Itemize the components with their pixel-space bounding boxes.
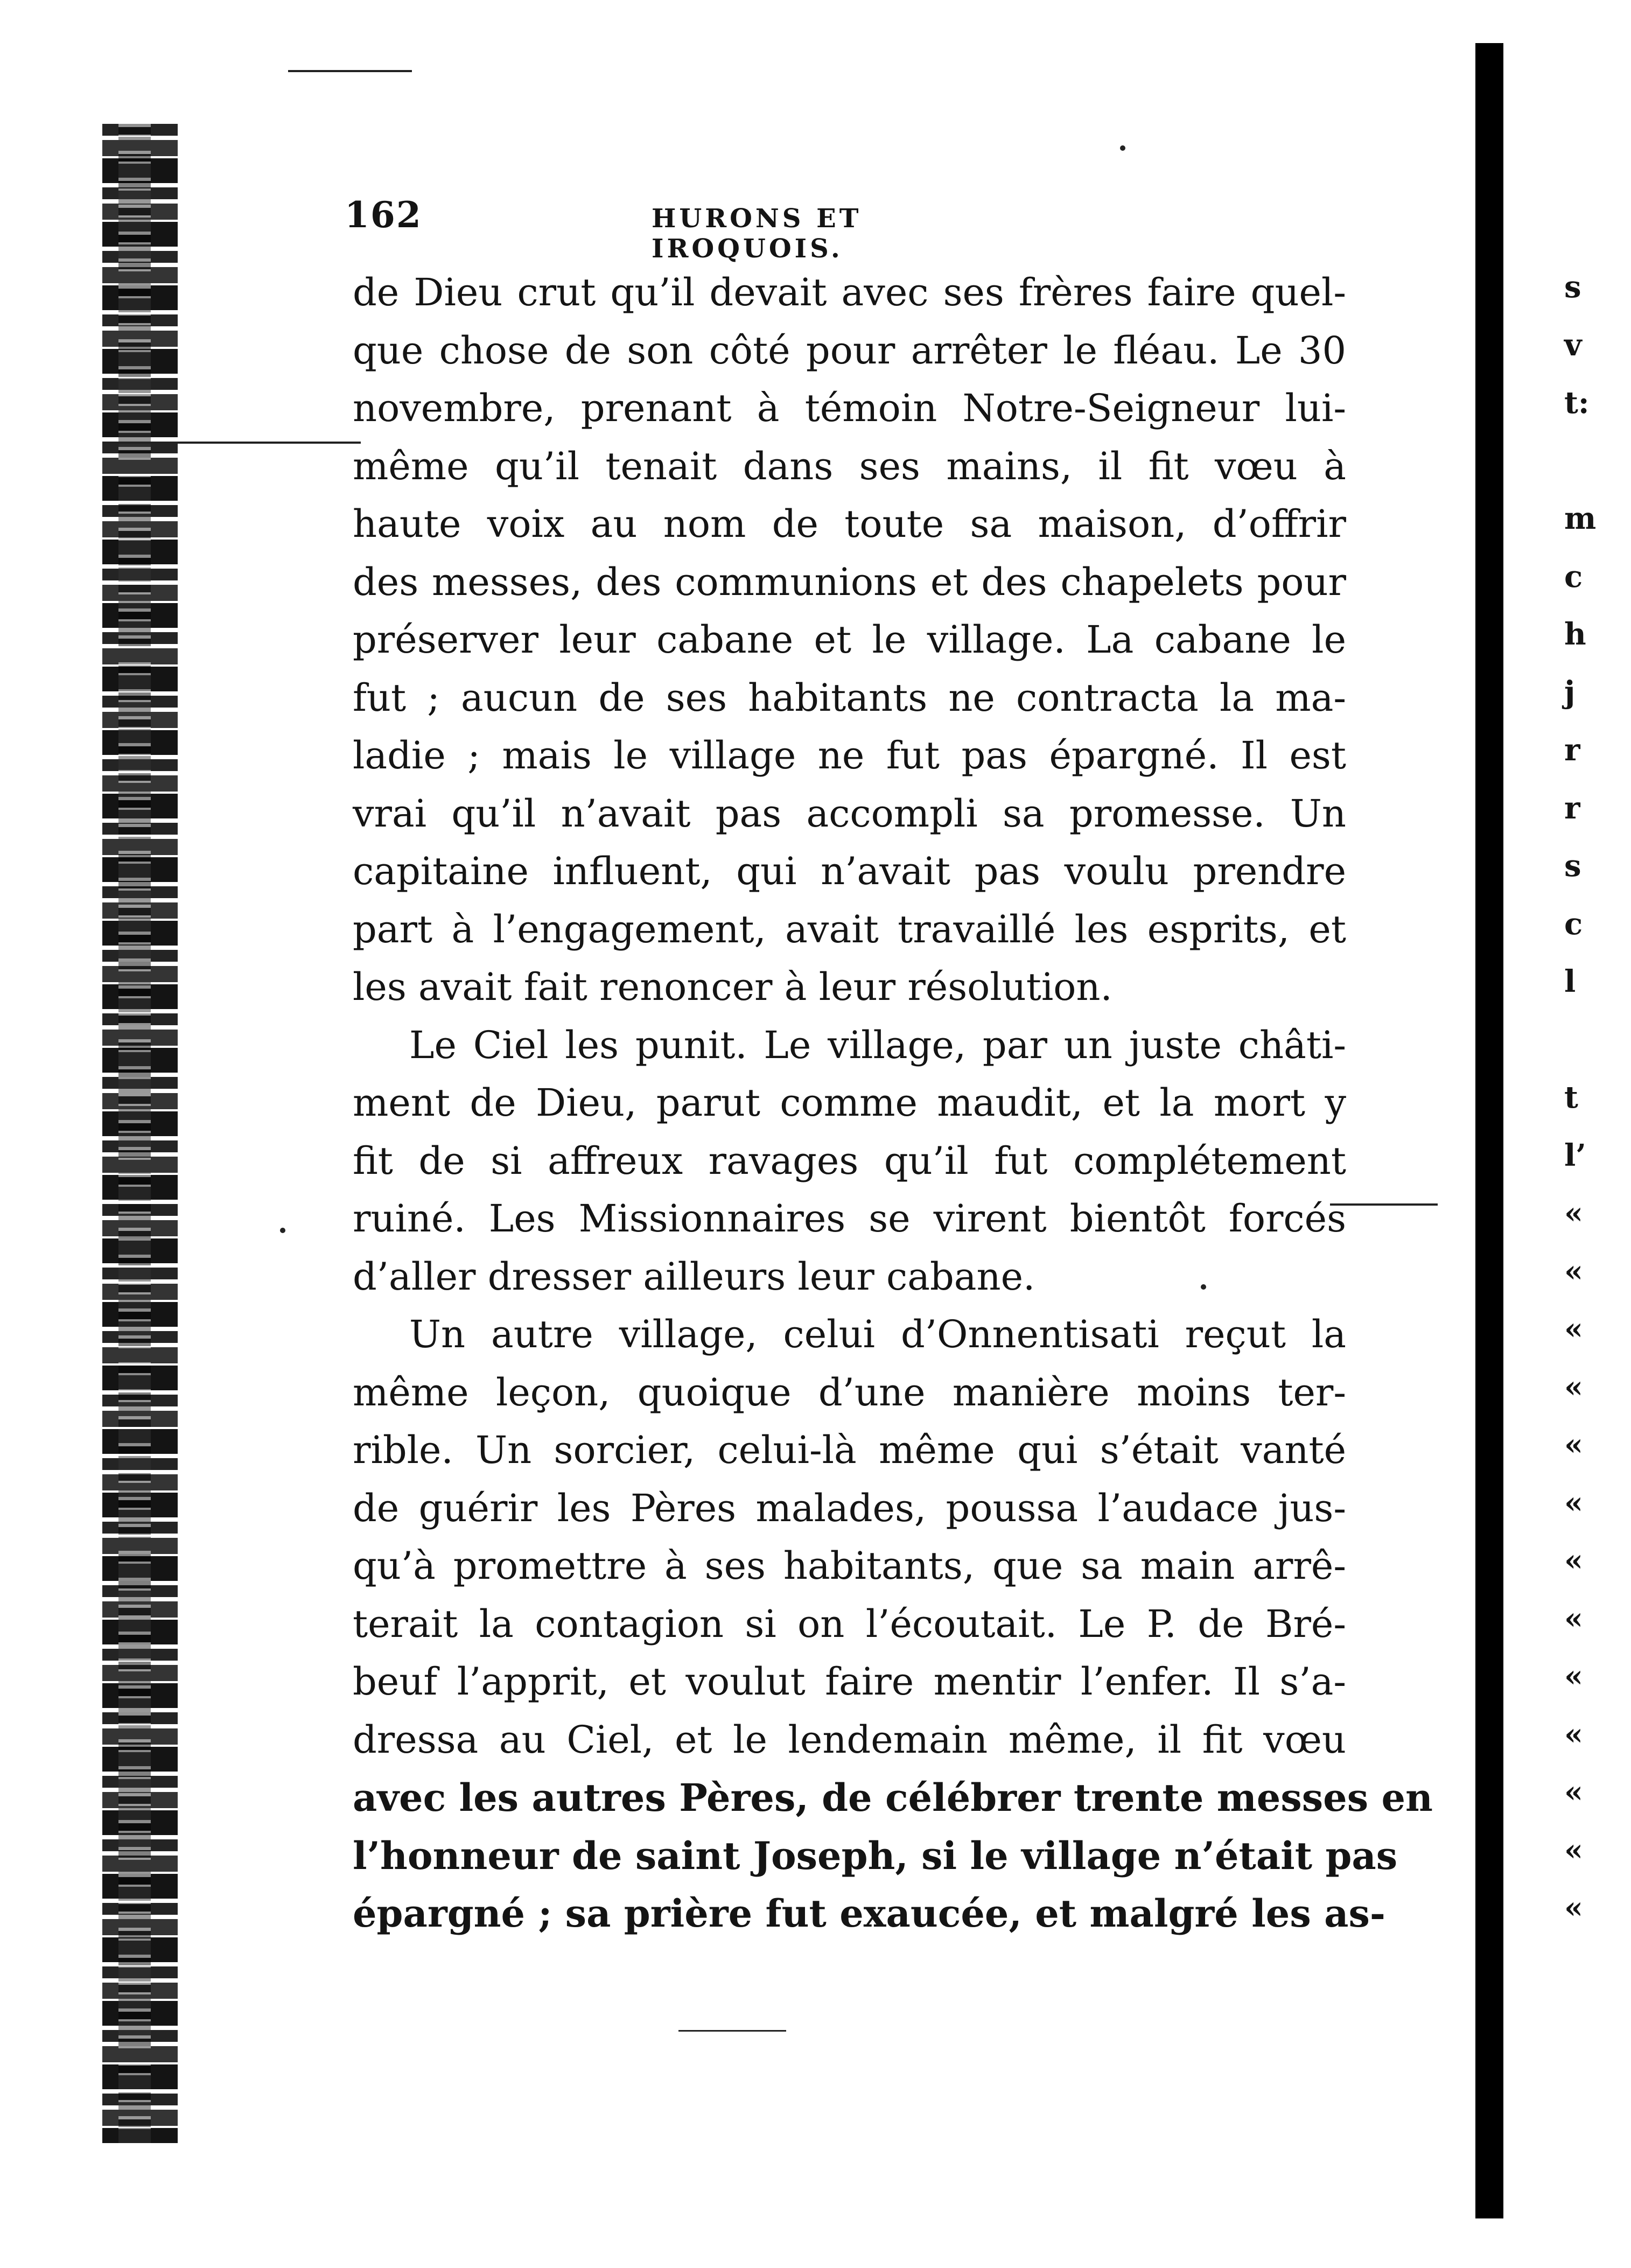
text-line: novembre, prenant à témoin Notre-Seigneur lui- [353,386,1346,430]
text-line: que chose de son côté pour arrêter le fléau. Le 30 [353,328,1346,373]
text-line: capitaine influent, qui n’avait pas voulu prendre [353,849,1346,893]
margin-fragment [1564,1011,1623,1069]
margin-fragment: « [1564,1832,1583,1868]
margin-fragment: s [1564,269,1581,305]
margin-fragment: t: [1564,385,1590,421]
margin-fragment: c [1564,558,1583,594]
facing-page-fragment [1564,258,1623,1937]
margin-fragment: l [1564,964,1576,999]
text-line: ment de Dieu, parut comme maudit, et la mort y [353,1081,1346,1125]
running-head [345,194,1050,264]
margin-fragment: « [1564,1716,1583,1752]
text-line: ladie ; mais le village ne fut pas épargné. Il est [353,733,1346,778]
text-line: de Dieu crut qu’il devait avec ses frères faire quel- [353,270,1346,314]
text-line: des messes, des communions et des chapelets pour [353,559,1346,604]
scan-speck [1120,145,1125,151]
running-title: HURONS ET IROQUOIS. [652,204,862,264]
margin-fragment: l’ [1564,1137,1586,1173]
text-line: préserver leur cabane et le village. La cabane le [353,618,1346,662]
text-line: avec les autres Pères, de célébrer trente messes en [353,1775,1433,1820]
margin-fragment: r [1564,790,1580,826]
scan-rule-top [288,70,412,72]
margin-fragment: h [1564,617,1586,652]
text-line: les avait fait renoncer à leur résolution. [353,965,1112,1009]
text-line: fit de si affreux ravages qu’il fut complétement [353,1138,1346,1183]
margin-fragment: « [1564,1369,1583,1405]
margin-fragment: « [1564,1774,1583,1810]
text-line: épargné ; sa prière fut exaucée, et malgré les as- [353,1891,1385,1936]
text-line: vrai qu’il n’avait pas accompli sa promesse. Un [353,791,1346,836]
text-line: fut ; aucun de ses habitants ne contracta la ma- [353,675,1346,720]
margin-fragment [1564,432,1623,491]
scan-speck [280,1228,285,1233]
margin-fragment: « [1564,1543,1583,1578]
scan-rule-left [102,442,361,444]
margin-fragment: « [1564,1311,1583,1347]
paragraph-start-line: Le Ciel les punit. Le village, par un juste châti- [409,1023,1346,1067]
margin-fragment: t [1564,1080,1578,1115]
margin-fragment: « [1564,1253,1583,1289]
margin-fragment: m [1564,501,1597,536]
text-line: l’honneur de saint Joseph, si le village n’était pas [353,1833,1398,1878]
text-line: qu’à promettre à ses habitants, que sa main arrê- [353,1544,1346,1588]
scan-rule-bottom [678,2030,786,2032]
body-text [353,264,1433,1943]
text-line: d’aller dresser ailleurs leur cabane. [353,1254,1035,1299]
text-line: même qu’il tenait dans ses mains, il fit vœu à [353,444,1346,488]
margin-fragment: « [1564,1427,1583,1462]
binding-shadow-texture [118,124,151,2143]
margin-fragment: « [1564,1600,1583,1636]
margin-fragment: v [1564,327,1582,363]
margin-fragment: « [1564,1195,1583,1231]
page-number: 162 [345,194,422,236]
text-line: part à l’engagement, avait travaillé les esprits, et [353,907,1346,951]
margin-fragment: j [1564,674,1576,710]
text-line: de guérir les Pères malades, poussa l’audace jus- [353,1486,1346,1530]
margin-fragment: r [1564,732,1580,768]
margin-fragment: « [1564,1890,1583,1926]
margin-fragment: c [1564,906,1583,942]
text-line: rible. Un sorcier, celui-là même qui s’était vanté [353,1428,1346,1472]
margin-fragment: s [1564,848,1581,884]
text-line: terait la contagion si on l’écoutait. Le P. de Bré- [353,1601,1346,1646]
margin-fragment: « [1564,1658,1583,1694]
text-line: même leçon, quoique d’une manière moins ter- [353,1370,1346,1415]
text-line: ruiné. Les Missionnaires se virent bientôt forcés [353,1196,1346,1241]
gutter-shadow-bar [1475,43,1503,2218]
margin-fragment: « [1564,1485,1583,1521]
paragraph-start-line: Un autre village, celui d’Onnentisati reçut la [409,1312,1346,1356]
text-line: dressa au Ciel, et le lendemain même, il fit vœu [353,1717,1346,1762]
text-line: haute voix au nom de toute sa maison, d’offrir [353,502,1346,546]
text-line: beuf l’apprit, et voulut faire mentir l’enfer. Il s’a- [353,1660,1346,1704]
scan-rule-right [1330,1203,1438,1206]
